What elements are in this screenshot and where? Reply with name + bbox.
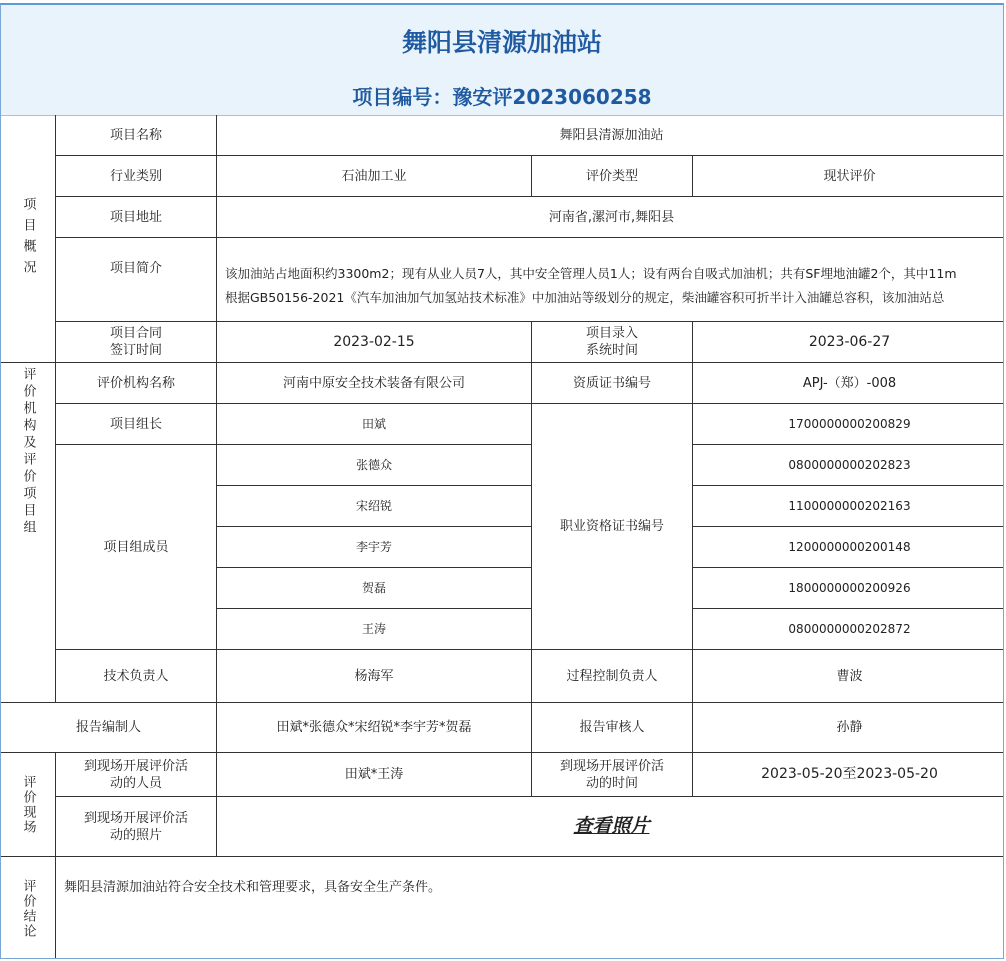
site-time-value: 2023-05-20至2023-05-20 (693, 753, 1004, 797)
member-row: 贺磊 (217, 568, 532, 609)
org-name-label: 评价机构名称 (56, 363, 217, 404)
author-value: 田斌*张德众*宋绍锐*李宇芳*贺磊 (217, 703, 532, 753)
contract-label: 项目合同签订时间 (56, 322, 217, 363)
org-name-value: 河南中原安全技术装备有限公司 (217, 363, 532, 404)
overview-section-text: 项目概况 (20, 196, 36, 281)
view-photos-link[interactable]: 查看照片 (573, 815, 650, 837)
reviewer-value: 孙静 (693, 703, 1004, 753)
address-label: 项目地址 (56, 197, 217, 238)
project-number: 项目编号：豫安评2023060258 (352, 85, 652, 109)
qual-label: 职业资格证书编号 (532, 404, 693, 650)
entry-value: 2023-06-27 (693, 322, 1004, 363)
site-time-label: 到现场开展评价活动的时间 (532, 753, 693, 797)
industry-label: 行业类别 (56, 156, 217, 197)
cert-value: APJ-（郑）-008 (693, 363, 1004, 404)
eval-type-label: 评价类型 (532, 156, 693, 197)
site-people-value: 田斌*王涛 (217, 753, 532, 797)
conclusion-text: 舞阳县清源加油站符合安全技术和管理要求，具备安全生产条件。 (56, 857, 1004, 959)
members-label: 项目组成员 (56, 445, 217, 650)
tech-label: 技术负责人 (56, 650, 217, 703)
org-section-label (1, 363, 56, 703)
qual-number: 1800000000200926 (693, 568, 1004, 609)
intro-line-2: 根据GB50156-2021《汽车加油加气加氢站技术标准》中加油站等级划分的规定，柴油罐容积可折半计入油罐总容积，该加油站总 (225, 290, 945, 305)
address-value: 河南省,漯河市,舞阳县 (217, 197, 1004, 238)
process-label: 过程控制负责人 (532, 650, 693, 703)
member-row: 王涛 (217, 609, 532, 650)
qual-number: 1200000000200148 (693, 527, 1004, 568)
site-section-text: 评价现场 (20, 774, 36, 835)
cert-label: 资质证书编号 (532, 363, 693, 404)
member-row: 李宇芳 (217, 527, 532, 568)
site-people-label: 到现场开展评价活动的人员 (56, 753, 217, 797)
leader-label: 项目组长 (56, 404, 217, 445)
leader-value: 田斌 (217, 404, 532, 445)
report-frame (0, 3, 1004, 959)
name-label: 项目名称 (56, 115, 217, 156)
intro-line-1: 该加油站占地面积约3300m2；现有从业人员7人，其中安全管理人员1人；设有两台自吸式加油机；共有SF埋地油罐2个，其中11m (225, 266, 957, 281)
qual-number: 1700000000200829 (693, 404, 1004, 445)
intro-label: 项目简介 (56, 238, 217, 322)
intro-value (217, 238, 1004, 322)
conclusion-section-label (1, 857, 56, 959)
site-photo-cell (217, 797, 1004, 857)
reviewer-label: 报告审核人 (532, 703, 693, 753)
page-header (1, 5, 1003, 116)
member-row: 宋绍锐 (217, 486, 532, 527)
author-label: 报告编制人 (1, 703, 217, 753)
process-value: 曹波 (693, 650, 1004, 703)
overview-section-label (1, 115, 56, 363)
conclusion-section-text: 评价结论 (20, 879, 36, 939)
name-value: 舞阳县清源加油站 (217, 115, 1004, 156)
org-section-text: 评价机构及评价项目组 (20, 367, 36, 537)
tech-value: 杨海军 (217, 650, 532, 703)
qual-number: 0800000000202823 (693, 445, 1004, 486)
entry-label: 项目录入系统时间 (532, 322, 693, 363)
site-photo-label: 到现场开展评价活动的照片 (56, 797, 217, 857)
industry-value: 石油加工业 (217, 156, 532, 197)
member-row: 张德众 (217, 445, 532, 486)
qual-number: 1100000000202163 (693, 486, 1004, 527)
qual-number: 0800000000202872 (693, 609, 1004, 650)
eval-type-value: 现状评价 (693, 156, 1004, 197)
contract-value: 2023-02-15 (217, 322, 532, 363)
site-section-label (1, 753, 56, 857)
page-title: 舞阳县清源加油站 (401, 28, 602, 57)
